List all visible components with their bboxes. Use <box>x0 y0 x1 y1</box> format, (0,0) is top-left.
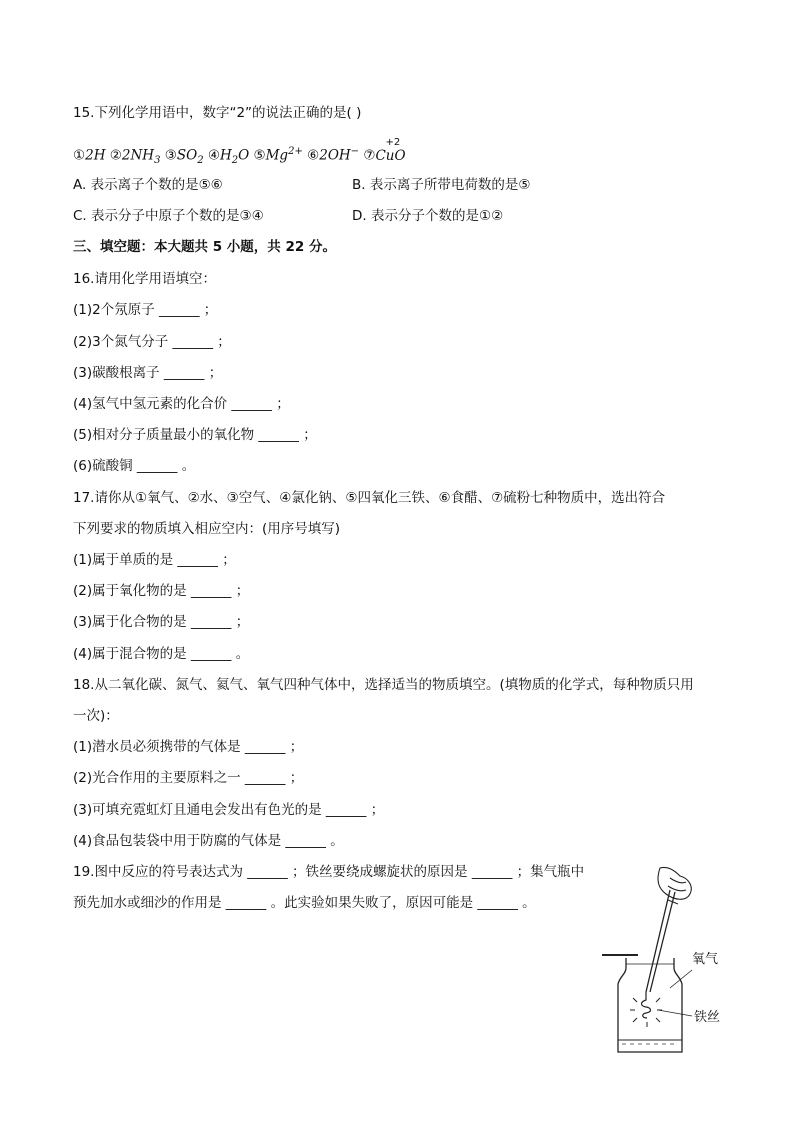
q18-stem-line-1: 18.从二氧化碳、氮气、氦气、氧气四种气体中，选择适当的物质填空。(填物质的化学式，每种物质只用 <box>73 677 694 693</box>
q17-item-1: (1)属于单质的是 ______ ； <box>73 552 236 568</box>
section-3-title: 三、填空题：本大题共 5 小题，共 22 分。 <box>73 239 336 255</box>
q18-item-4: (4)食品包装袋中用于防腐的气体是 ______ 。 <box>73 833 344 849</box>
formula-3-mark: ③ <box>164 147 177 164</box>
formula-4-subscript: 2 <box>231 155 239 167</box>
formula-7-mark: ⑦ <box>363 147 376 164</box>
q19-line-2: 预先加水或细沙的作用是 ______ 。此实验如果失败了，原因可能是 ______ 。 <box>73 895 536 911</box>
q15-option-a: A. 表示离子个数的是⑤⑥ <box>73 177 223 193</box>
formula-3: SO <box>176 147 198 164</box>
formula-7-valence: +2 <box>385 136 401 148</box>
q15-option-c: C. 表示分子中原子个数的是③④ <box>73 208 264 224</box>
formula-6: 2OH <box>319 147 351 164</box>
q16-stem: 16.请用化学用语填空： <box>73 271 216 287</box>
q16-item-6: (6)硫酸铜 ______ 。 <box>73 458 196 474</box>
q18-item-3: (3)可填充霓虹灯且通电会发出有色光的是 ______ ； <box>73 802 385 818</box>
formula-2-subscript: 3 <box>154 155 161 167</box>
q17-stem-line-2: 下列要求的物质填入相应空内：(用序号填写) <box>73 521 341 537</box>
q18-item-2: (2)光合作用的主要原料之一 ______ ； <box>73 770 304 786</box>
q15-stem: 15.下列化学用语中，数字“2”的说法正确的是( ) <box>73 105 362 121</box>
formula-7: CuO <box>375 147 406 164</box>
q16-item-4: (4)氢气中氢元素的化合价 ______ ； <box>73 396 290 412</box>
formula-3-subscript: 2 <box>197 155 204 167</box>
q19-line-1: 19.图中反应的符号表达式为 ______ ；铁丝要绕成螺旋状的原因是 ______ ；集气瓶中 <box>73 864 585 880</box>
formula-1: 2H <box>85 147 106 164</box>
q17-stem-line-1: 17.请你从①氧气、②水、③空气、④氯化钠、⑤四氧化三铁、⑥食醋、⑦硫粉七种物质中，选出符合 <box>73 490 666 506</box>
formula-5-superscript: 2+ <box>288 146 303 157</box>
q18-stem-line-2: 一次)： <box>73 708 119 724</box>
iron-wire-combustion-figure <box>600 860 730 1060</box>
formula-4-mark: ④ <box>207 147 220 164</box>
gas-jar <box>618 958 682 1052</box>
q18-item-1: (1)潜水员必须携带的气体是 ______ ； <box>73 739 304 755</box>
q16-item-5: (5)相对分子质量最小的氧化物 ______ ； <box>73 427 317 443</box>
iron-wire-label: 铁丝 <box>694 1010 721 1025</box>
formula-2: 2NH <box>121 147 155 164</box>
formula-6-superscript: − <box>350 146 360 157</box>
q17-item-3: (3)属于化合物的是 ______ ； <box>73 614 250 630</box>
formula-2-mark: ② <box>109 147 122 164</box>
formula-1-mark: ① <box>73 147 86 164</box>
formula-6-mark: ⑥ <box>307 147 320 164</box>
formula-4-h: H <box>219 147 232 164</box>
q15-option-d: D. 表示分子个数的是①② <box>352 208 504 224</box>
q16-item-3: (3)碳酸根离子 ______ ； <box>73 365 223 381</box>
q17-item-2: (2)属于氧化物的是 ______ ； <box>73 583 250 599</box>
q15-option-b: B. 表示离子所带电荷数的是⑤ <box>352 177 531 193</box>
q15-formula-row <box>73 136 406 170</box>
formula-5-mark: ⑤ <box>253 147 266 164</box>
q16-item-1: (1)2个氖原子 ______ ； <box>73 302 218 318</box>
q17-item-4: (4)属于混合物的是 ______ 。 <box>73 646 250 662</box>
oxygen-label: 氧气 <box>692 952 719 967</box>
formula-4-o: O <box>238 147 250 164</box>
q16-item-2: (2)3个氮气分子 ______ ； <box>73 334 231 350</box>
formula-5: Mg <box>265 147 289 164</box>
